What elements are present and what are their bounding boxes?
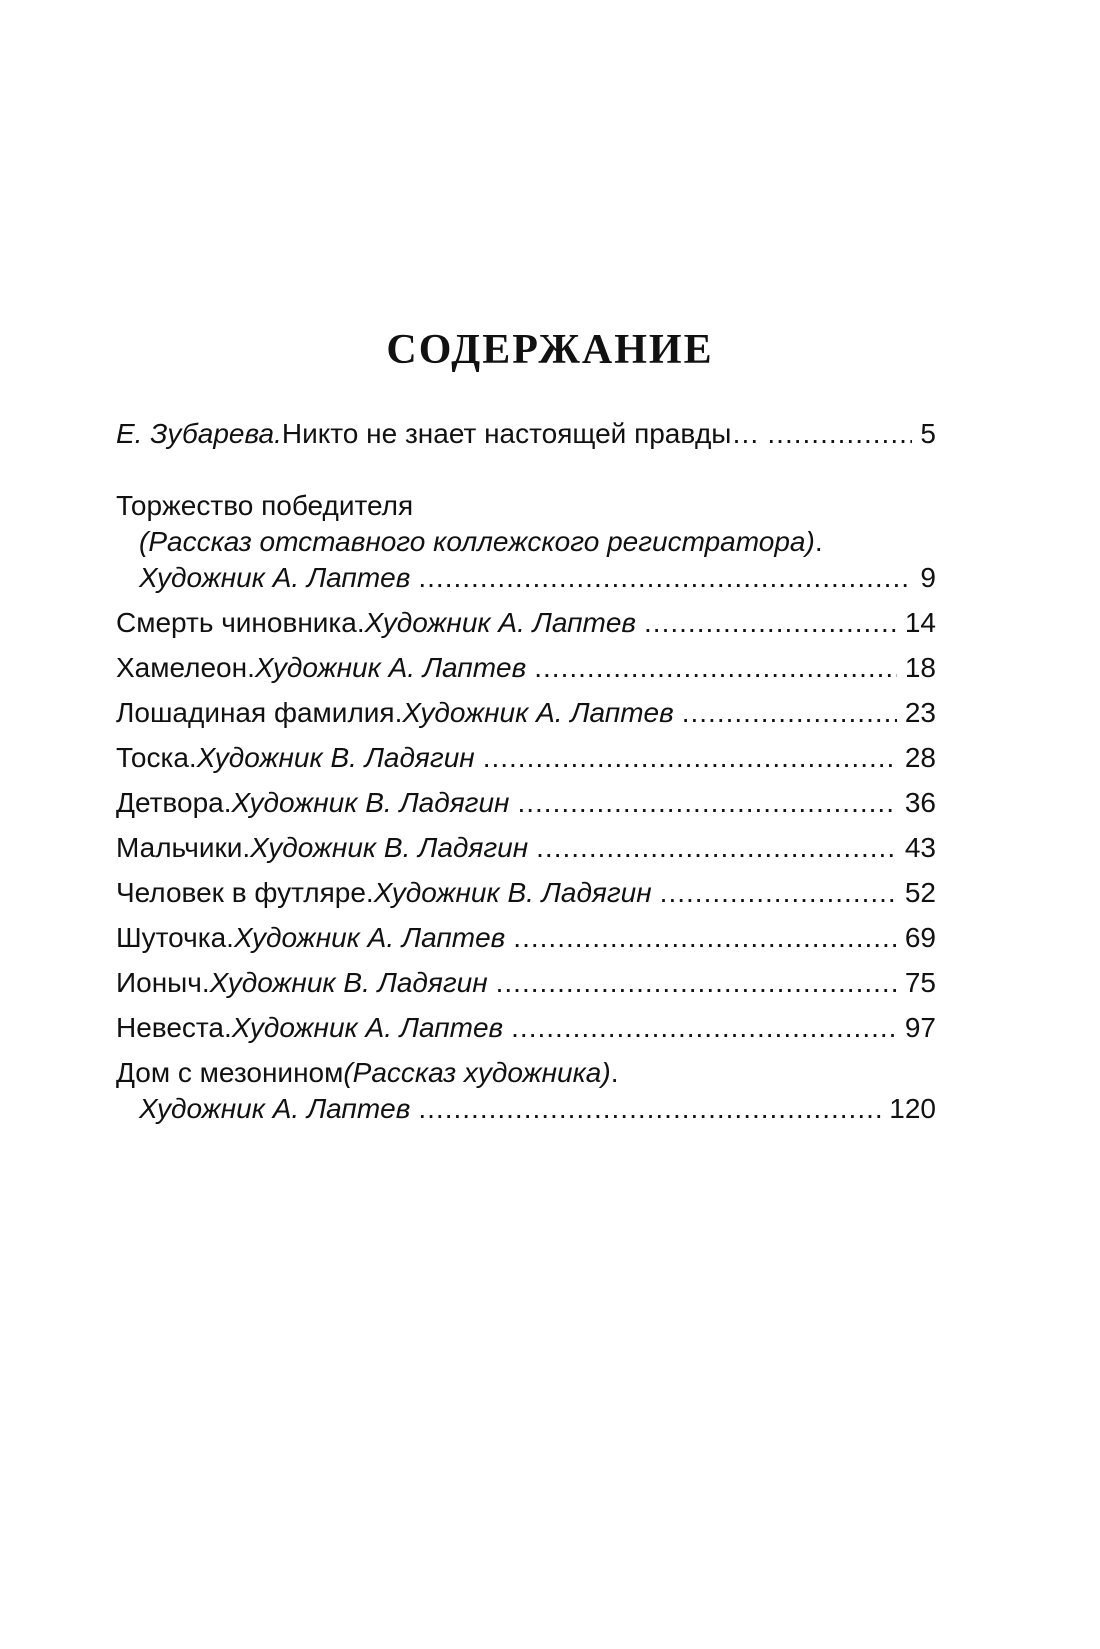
toc-text: Невеста. (116, 1012, 232, 1043)
toc-entry (116, 695, 936, 731)
toc-text: Никто не знает настоящей правды… (281, 418, 760, 449)
toc-text: Тоска. (116, 742, 197, 773)
dot-leader (534, 650, 897, 686)
page-number: 97 (904, 1012, 936, 1043)
dot-leader (767, 416, 912, 452)
page-number: 14 (904, 607, 936, 638)
dot-leader (517, 785, 896, 821)
toc-line (116, 605, 936, 641)
toc-italic-text: Художник А. Лаптев (402, 697, 674, 728)
toc-line (116, 785, 936, 821)
table-of-contents (116, 416, 936, 1127)
dot-leader (511, 1010, 897, 1046)
toc-italic-text: Художник В. Ладягин (231, 787, 510, 818)
dot-leader (644, 605, 897, 641)
toc-line (116, 965, 936, 1001)
toc-text: Человек в футляре. (116, 877, 374, 908)
toc-italic-text: Художник А. Лаптев (254, 652, 527, 683)
toc-entry (116, 416, 936, 452)
toc-entry (116, 740, 936, 776)
toc-italic-text: Художник А. Лаптев (231, 1012, 504, 1043)
page-number: 18 (904, 652, 936, 683)
page-number: 120 (889, 1093, 936, 1124)
toc-entry (116, 488, 936, 596)
page-number: 23 (904, 697, 936, 728)
toc-line (116, 1091, 936, 1127)
toc-text: . (610, 1057, 619, 1088)
toc-text: Хамелеон. (116, 652, 255, 683)
toc-entry (116, 920, 936, 956)
toc-line (116, 695, 936, 731)
toc-text: Ионыч. (116, 967, 210, 998)
dot-leader (513, 920, 897, 956)
toc-entry (116, 785, 936, 821)
toc-line (116, 740, 936, 776)
toc-line (116, 488, 936, 524)
toc-line (116, 1010, 936, 1046)
toc-text: Шуточка. (116, 922, 234, 953)
toc-italic-text: Художник В. Ладягин (373, 877, 652, 908)
toc-italic-text: Художник В. Ладягин (196, 742, 475, 773)
toc-italic-text: Художник А. Лаптев (139, 562, 411, 593)
dot-leader (536, 830, 897, 866)
toc-italic-text: (Рассказ художника) (343, 1057, 611, 1088)
toc-text: Детвора. (116, 787, 232, 818)
toc-italic-text: (Рассказ отставного коллежского регистратора) (139, 526, 815, 557)
toc-entry (116, 650, 936, 686)
toc-line (116, 416, 936, 452)
page-number: 36 (904, 787, 936, 818)
dot-leader (483, 740, 897, 776)
toc-entry (116, 830, 936, 866)
page-number: 43 (904, 832, 936, 863)
page-number: 28 (904, 742, 936, 773)
page-number: 75 (904, 967, 936, 998)
toc-line (116, 875, 936, 911)
toc-entry (116, 965, 936, 1001)
toc-line (116, 830, 936, 866)
toc-line (116, 650, 936, 686)
toc-line (116, 524, 936, 560)
toc-entry (116, 875, 936, 911)
toc-line (116, 920, 936, 956)
page-number: 9 (920, 562, 936, 593)
page-number: 5 (920, 418, 936, 449)
toc-entry (116, 1010, 936, 1046)
toc-text: Торжество победителя (116, 490, 414, 521)
toc-entry (116, 605, 936, 641)
toc-italic-text: Художник А. Лаптев (139, 1093, 411, 1124)
page-title: СОДЕРЖАНИЕ (386, 327, 714, 373)
dot-leader (682, 695, 897, 731)
page-number: 69 (904, 922, 936, 953)
toc-italic-text: Художник А. Лаптев (233, 922, 506, 953)
dot-leader (660, 875, 897, 911)
toc-line (116, 560, 936, 596)
dot-leader (418, 1091, 881, 1127)
toc-text: Дом с мезонином (116, 1057, 344, 1088)
toc-italic-text: Художник А. Лаптев (364, 607, 637, 638)
toc-text: Лошадиная фамилия. (116, 697, 403, 728)
toc-text: Мальчики. (116, 832, 251, 863)
toc-line (116, 1055, 936, 1091)
toc-text: Смерть чиновника. (116, 607, 365, 638)
dot-leader (418, 560, 912, 596)
toc-italic-text: Е. Зубарева. (116, 418, 282, 449)
toc-italic-text: Художник В. Ладягин (250, 832, 529, 863)
dot-leader (496, 965, 897, 1001)
toc-text: . (814, 526, 823, 557)
page-number: 52 (904, 877, 936, 908)
toc-entry (116, 1055, 936, 1127)
toc-italic-text: Художник В. Ладягин (209, 967, 488, 998)
